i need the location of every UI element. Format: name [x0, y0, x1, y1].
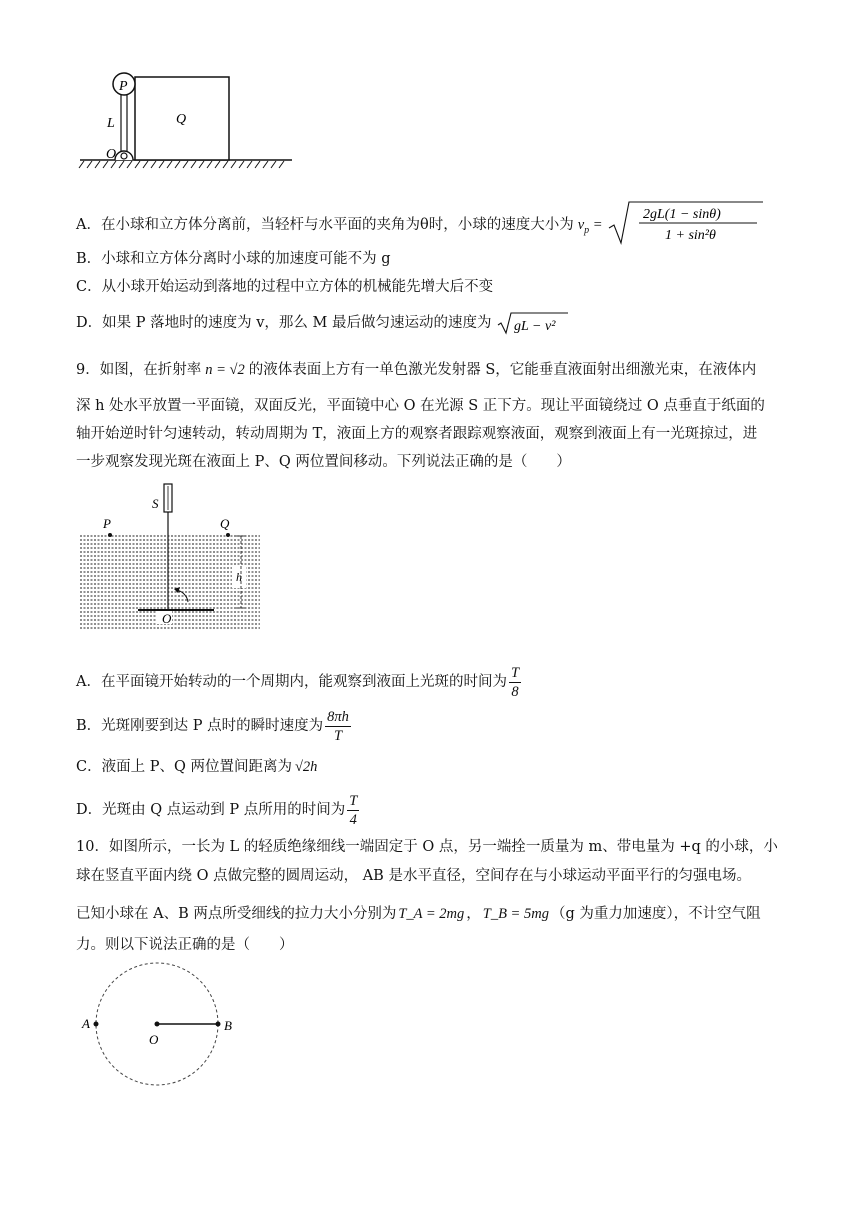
- q9-d-num: T: [349, 792, 358, 809]
- q9-a-den: 8: [511, 683, 519, 700]
- q8-option-d: [76, 311, 570, 335]
- q9-line1-a: 9．如图，在折射率: [76, 362, 202, 378]
- label-o: O: [162, 611, 172, 626]
- figure-rod-ball-cube: [76, 66, 296, 174]
- light-rod: [121, 94, 127, 155]
- q9-option-d-fraction: [347, 792, 359, 829]
- q8-option-a-text: A．在小球和立方体分离前，当轻杆与水平面的夹角为θ时，小球的速度大小为: [76, 217, 574, 233]
- q9-stem-line2: 深 h 处水平放置一平面镜，双面反光，平面镜中心 O 在光源 S 正下方。现让平面镜绕过 O 点垂直于纸面的: [76, 398, 765, 414]
- q9-line1-b: 的液体表面上方有一单色激光发射器 S，它能垂直液面射出细激光束，在液体内: [248, 362, 757, 378]
- q8-a-num: 2gL(1 − sinθ): [643, 207, 721, 222]
- q9-stem-line1: [76, 360, 756, 380]
- q8-option-a-formula: $v_p$ =: [577, 217, 603, 236]
- q8-d-formula: gL − v²: [514, 319, 556, 334]
- q8-option-c: C．从小球开始运动到落地的过程中立方体的机械能先增大后不变: [76, 279, 494, 295]
- label-s: S: [152, 496, 159, 511]
- q8-a-den: 1 + sin²θ: [665, 228, 717, 243]
- q8-d-sqrt: [496, 311, 570, 335]
- q9-b-num: 8πh: [327, 708, 349, 725]
- q10-stem-line2: 球在竖直平面内绕 O 点做完整的圆周运动， AB 是水平直径，空间存在与小球运动平面平行的匀强电场。: [76, 868, 751, 884]
- q10-line3-b: （g 为重力加速度），不计空气阻: [550, 906, 761, 922]
- q9-stem-line3: 轴开始逆时针匀速转动，转动周期为 T，液面上方的观察者跟踪观察液面，观察到液面上有一光斑掠过，进: [76, 426, 758, 442]
- q9-option-b-text: B．光斑刚要到达 P 点时的瞬时速度为: [76, 718, 324, 734]
- q10-line3-sep: ，: [466, 906, 481, 922]
- q9-formula-n: n = √2: [205, 362, 245, 378]
- q8-a-sqrt: [607, 200, 765, 246]
- q10-formula-ta: T_A = 2mg: [398, 906, 465, 922]
- q8-option-b: B．小球和立方体分离时小球的加速度可能不为 g: [76, 251, 391, 267]
- figure-circle-motion: [78, 960, 238, 1086]
- q8-a-lhs: v: [577, 217, 585, 233]
- q9-option-a-fraction: [509, 664, 521, 701]
- q9-option-c-text: C．液面上 P、Q 两位置间距离为: [76, 759, 292, 775]
- q9-option-d-text: D．光斑由 Q 点运动到 P 点所用的时间为: [76, 802, 346, 818]
- label-p: P: [119, 79, 128, 94]
- label-o: O: [149, 1032, 159, 1047]
- q9-option-b: [76, 706, 353, 746]
- sqrt-sign-icon: [607, 200, 765, 246]
- label-a: A: [82, 1016, 90, 1031]
- q9-d-den: 4: [349, 811, 357, 828]
- label-o: O: [106, 147, 117, 162]
- q9-option-c-formula: √2h: [294, 759, 318, 775]
- q9-b-den: T: [333, 727, 343, 744]
- label-q: Q: [220, 516, 230, 531]
- q8-option-a: [76, 202, 765, 248]
- q9-option-a: [76, 662, 523, 702]
- label-b: B: [224, 1018, 232, 1033]
- q8-option-d-text: D．如果 P 落地时的速度为 v，那么 M 最后做匀速运动的速度为: [76, 315, 492, 331]
- label-p: P: [103, 516, 111, 531]
- q9-option-a-text: A．在平面镜开始转动的一个周期内，能观察到液面上光斑的时间为: [76, 674, 507, 690]
- label-l: L: [107, 116, 115, 131]
- figure-liquid-mirror: [76, 480, 266, 630]
- q10-stem-line1: 10．如图所示，一长为 L 的轻质绝缘细线一端固定于 O 点，另一端拴一质量为 m、带电量为 +q 的小球，小: [76, 839, 778, 855]
- q10-stem-line4: 力。则以下说法正确的是（ ）: [76, 937, 294, 953]
- q10-formula-tb: T_B = 5mg: [482, 906, 549, 922]
- q10-line3-a: 已知小球在 A、B 两点所受细线的拉力大小分别为: [76, 906, 397, 922]
- label-h: h: [236, 570, 242, 584]
- q9-stem-line4: 一步观察发现光斑在液面上 P、Q 两位置间移动。下列说法正确的是（ ）: [76, 454, 571, 470]
- q9-option-b-fraction: [325, 708, 351, 745]
- q8-a-sub: p: [584, 224, 590, 236]
- q10-stem-line3: [76, 904, 761, 924]
- q9-a-num: T: [510, 664, 520, 681]
- label-q: Q: [176, 112, 187, 127]
- q9-option-c: [76, 757, 317, 777]
- q9-option-d: [76, 790, 361, 830]
